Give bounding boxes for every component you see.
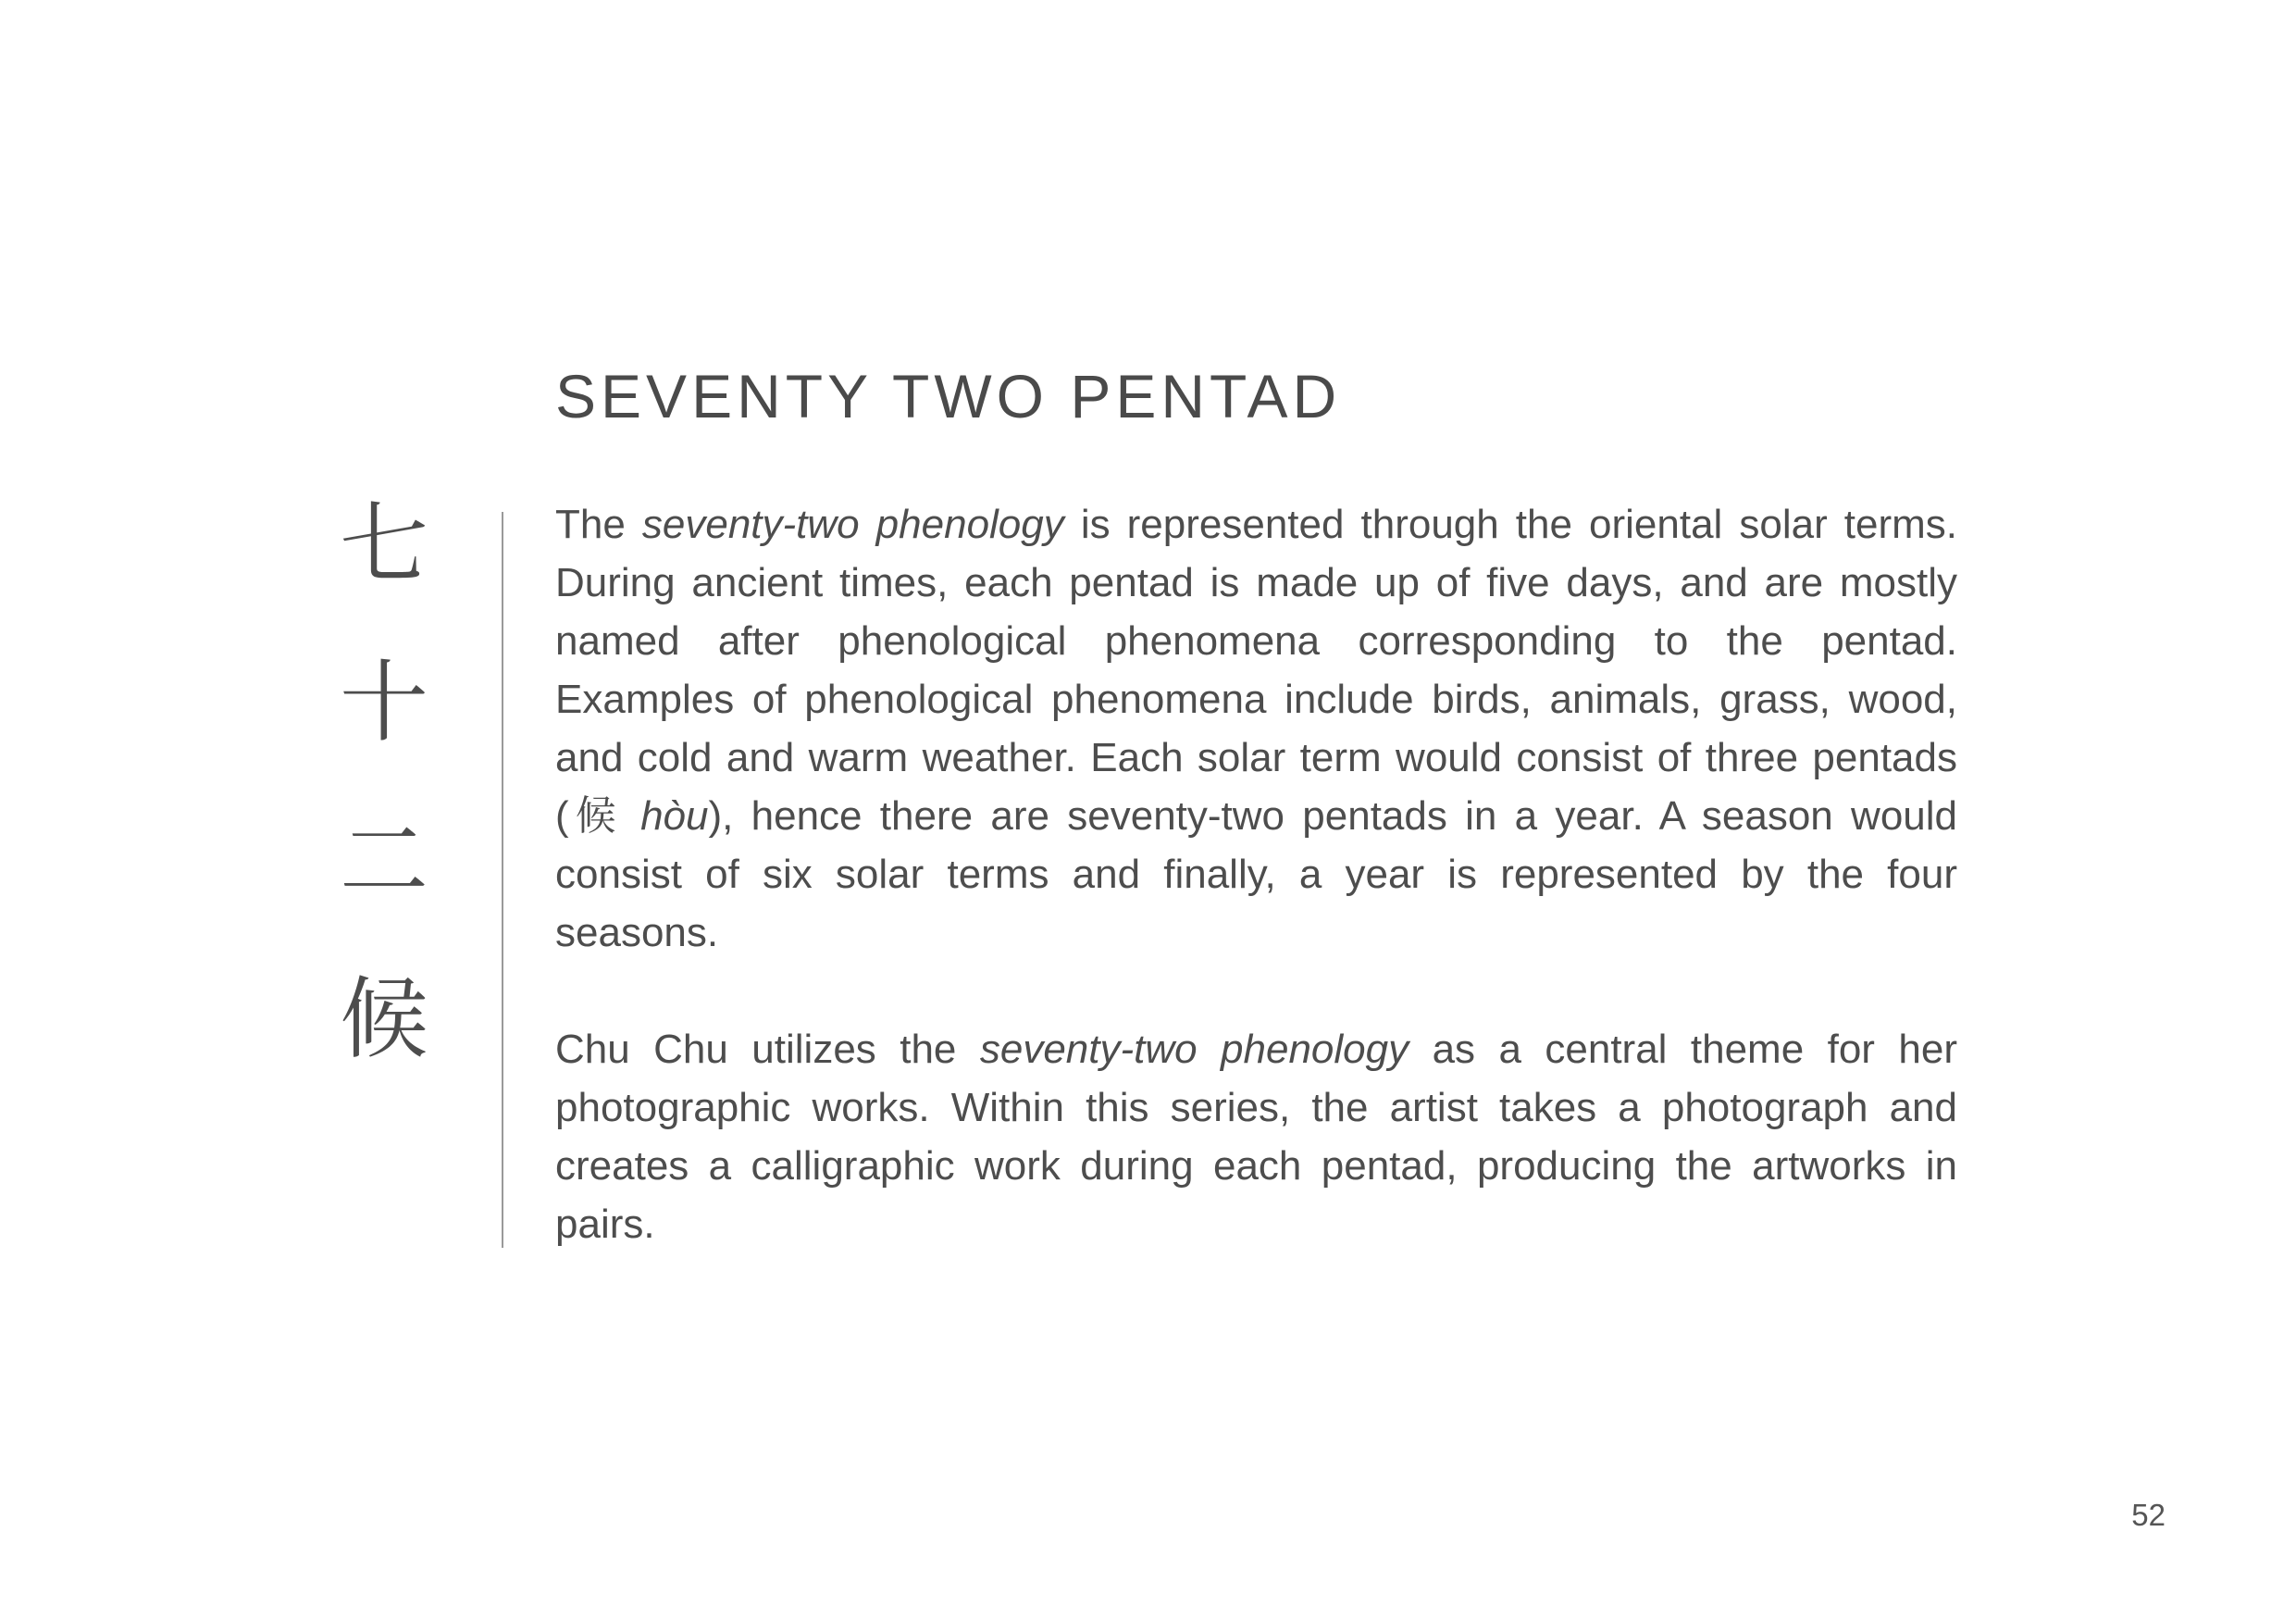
paragraph1-body: is represented through the oriental solar terms. During ancient times, each pentad is made up of five days, and are mostly named after phenological phenomena corresponding to the pentad. Examples of phenological phenomena include birds, animals, grass, wood, and cold and warm weather. Each solar term would consist of three pentads ( [555,502,1957,839]
paragraph1-intro: The [555,502,642,547]
body-text [555,495,1957,1312]
paragraph1-term: seventy-two phenology [641,502,1064,547]
paragraph-phenology [555,495,1957,962]
paragraph2-intro: Chu Chu utilizes the [555,1027,980,1072]
paragraph-artist [555,1020,1957,1253]
paragraph2-rest: as a central theme for her photographic works. Within this series, the artist takes a photograph and creates a calligraphic work during each pentad, producing the artworks in pairs. [555,1027,1957,1247]
page-title: SEVENTY TWO PENTAD [555,362,1342,430]
vertical-divider [502,512,503,1248]
page-number: 52 [2131,1498,2166,1532]
paragraph1-hanzi: 候 [568,792,623,840]
chinese-char-qi: 七 [340,492,428,596]
paragraph1-rest: ), hence there are seventy-two pentads in a year. A season would consist of six solar terms and finally, a year is represented by the four seasons. [555,793,1958,955]
vertical-chinese-title [333,492,435,1133]
chinese-char-shi: 十 [340,651,428,754]
chinese-char-hou: 候 [340,967,428,1071]
paragraph1-pinyin: hòu [622,793,709,839]
paragraph2-term: seventy-two phenology [979,1027,1409,1072]
chinese-char-er: 二 [340,809,428,913]
